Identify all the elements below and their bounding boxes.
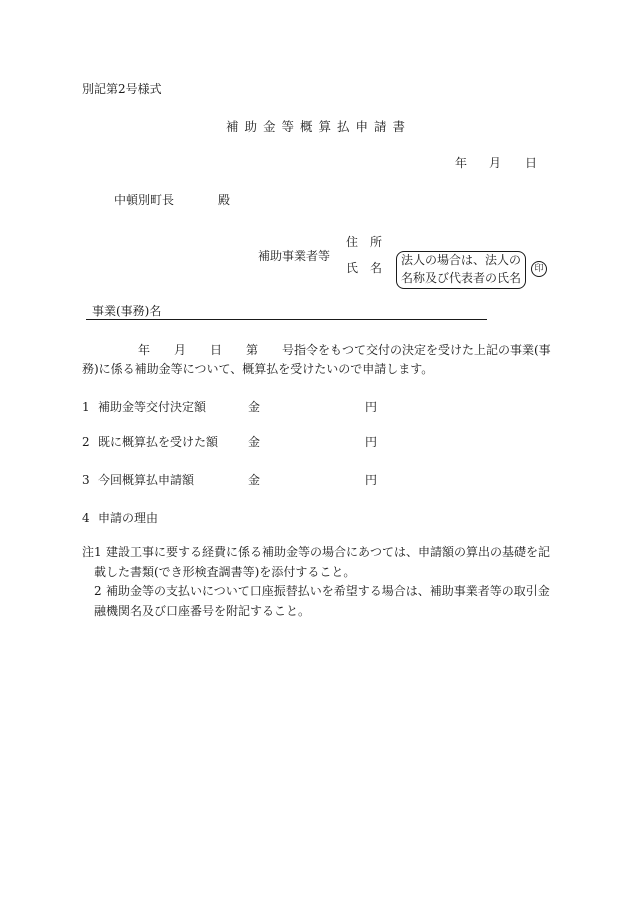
project-name-label: 事業(事務)名 <box>92 304 162 318</box>
project-name-underline <box>86 319 487 320</box>
body-line-2: 務)に係る補助金等について、概算払を受けたいので申請します。 <box>82 362 434 376</box>
form-number: 別記第2号様式 <box>82 82 162 96</box>
item-2-number: 2 <box>82 435 90 449</box>
applicant-role: 補助事業者等 <box>258 249 331 263</box>
address-label: 住 所 <box>346 235 383 249</box>
item-3-currency: 金 <box>248 473 261 487</box>
name-label: 氏 名 <box>346 261 383 275</box>
note-1-prefix: 注1 <box>82 545 102 559</box>
item-3-unit: 円 <box>365 473 378 487</box>
note-1-line-1: 建設工事に要する経費に係る補助金等の場合にあつては、申請額の算出の基礎を記 <box>106 545 551 559</box>
item-2-currency: 金 <box>248 435 261 449</box>
seal-mark: 印 <box>531 261 547 277</box>
note-2-prefix: 2 <box>94 584 102 598</box>
addressee-name: 中頓別町長 <box>114 193 175 207</box>
note-2-line-1: 補助金等の支払いについて口座振替払いを希望する場合は、補助事業者等の取引金 <box>106 584 550 598</box>
date-month: 月 <box>489 156 502 170</box>
note-1-line-2: 載した書類(でき形検査調書等)を添付すること。 <box>94 565 356 579</box>
addressee-honorific: 殿 <box>218 193 231 207</box>
body-line-1: 年 月 日 第 号指令をもつて交付の決定を受けた上記の事業(事 <box>138 343 551 357</box>
date-year: 年 <box>455 156 468 170</box>
item-1-number: 1 <box>82 400 90 414</box>
item-2-unit: 円 <box>365 435 378 449</box>
item-3-number: 3 <box>82 473 90 487</box>
item-1-currency: 金 <box>248 400 261 414</box>
reason-number: 4 <box>82 511 90 525</box>
date-day: 日 <box>525 156 538 170</box>
document-title: 補助金等概算払申請書 <box>226 119 412 134</box>
item-1-unit: 円 <box>365 400 378 414</box>
corporate-note-line1: 法人の場合は、法人の <box>401 253 522 267</box>
corporate-note-line2: 名称及び代表者の氏名 <box>401 271 522 285</box>
item-1-label: 補助金等交付決定額 <box>98 400 207 414</box>
item-3-label: 今回概算払申請額 <box>98 473 195 487</box>
item-2-label: 既に概算払を受けた額 <box>98 435 219 449</box>
note-2-line-2: 融機関名及び口座番号を附記すること。 <box>94 604 311 618</box>
reason-label: 申請の理由 <box>98 511 159 525</box>
